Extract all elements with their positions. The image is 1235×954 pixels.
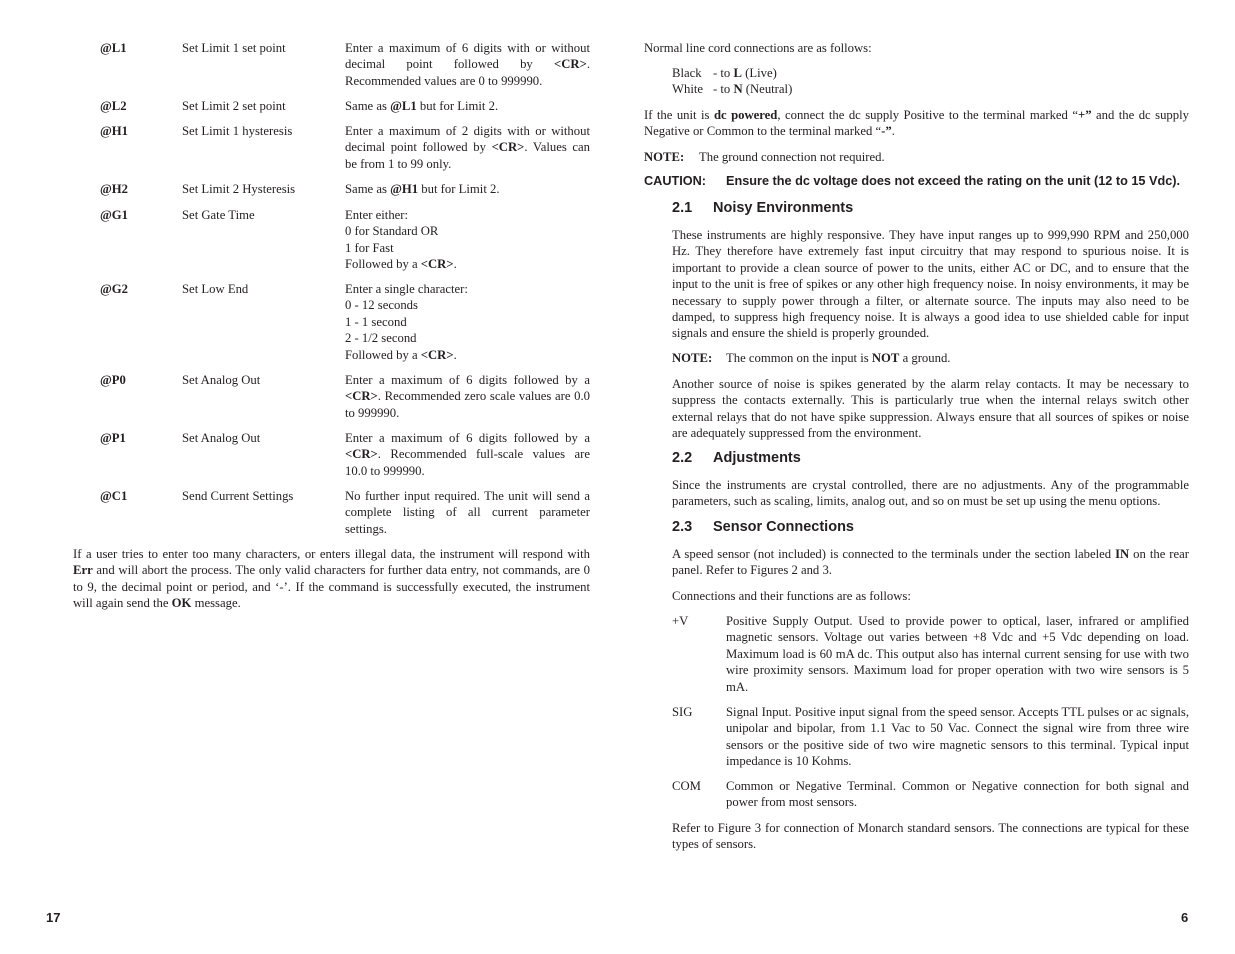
section-heading-sensor: 2.3 Sensor Connections [672, 519, 854, 535]
command-description: Set Gate Time [182, 208, 255, 222]
line-cord-intro: Normal line cord connections are as follows: [644, 41, 872, 55]
command-description: Set Limit 2 set point [182, 99, 286, 113]
section-heading-adjustments: 2.2 Adjustments [672, 450, 801, 466]
terminal-description: Signal Input. Positive input signal from the speed sensor. Accepts TTL pulses or ac signals, unipolar and bipolar, from 1.1 Vac to 50 Vac. Connect the signal wire from three wire sensors or the positive side of two wire magnetic sensors to this terminal. Typical input impedance is 10 Kohms. [726, 705, 1189, 769]
command-code: @G2 [100, 282, 129, 296]
command-code: @P0 [100, 373, 126, 387]
sensor-paragraph: A speed sensor (not included) is connected to the terminals under the section labeled IN on the rear panel. Refer to Figures 2 and 3. [672, 547, 1190, 578]
ground-note: NOTE: The ground connection not required. [644, 150, 885, 164]
command-description: Set Limit 1 set point [182, 41, 286, 55]
page-number-right: 6 [1181, 910, 1189, 925]
command-code: @C1 [100, 489, 128, 503]
common-note: NOTE: The common on the input is NOT a ground. [672, 351, 951, 365]
command-detail: Enter a single character: 0 - 12 seconds 1 - 1 second 2 - 1/2 second Followed by a <CR>. [345, 282, 468, 362]
terminal-description: Positive Supply Output. Used to provide power to optical, laser, infrared or amplified magnetic sensors. Voltage out varies between +8 Vdc and +5 Vdc depending on load. Maximum load is 60 mA dc. This output also has internal current sensing for use with two wire proximity sensors. Maximum load for proper operation with two wire sensors is 5 mA. [726, 614, 1189, 694]
line-cord-item: White - to N (Neutral) [672, 82, 793, 97]
closing-paragraph: If a user tries to enter too many characters, or enters illegal data, the instrument will respond with Err and will abort the process. The only valid characters for further data entry, not commands, are 0 to 9, the decimal point or period, and ‘-’. If the command is successfully executed, the instrument will again send the OK message. [73, 547, 590, 611]
command-detail: Enter a maximum of 6 digits with or without decimal point followed by <CR>. Recommended values are 0 to 999990. [345, 41, 590, 88]
page-number-left: 17 [46, 910, 61, 925]
connections-intro: Connections and their functions are as follows: [672, 589, 911, 603]
line-cord-list [672, 65, 792, 98]
command-description: Send Current Settings [182, 489, 294, 503]
command-detail: Enter either: 0 for Standard OR 1 for Fast Followed by a <CR>. [345, 208, 457, 272]
command-code: @P1 [100, 431, 126, 445]
command-description: Set Analog Out [182, 373, 261, 387]
terminal-term: COM [672, 779, 701, 793]
line-cord-item: Black - to L (Live) [672, 66, 777, 80]
terminal-description: Common or Negative Terminal. Common or Negative connection for both signal and power from most sensors. [726, 779, 1189, 810]
command-detail: Enter a maximum of 6 digits followed by a <CR>. Recommended zero scale values are 0.0 to 999990. [345, 373, 590, 420]
command-detail: Same as @L1 but for Limit 2. [345, 99, 499, 113]
command-code: @G1 [100, 208, 129, 222]
command-description: Set Analog Out [182, 431, 261, 445]
command-code: @L1 [100, 41, 127, 55]
command-detail: No further input required. The unit will send a complete listing of all current parameter settings. [345, 489, 590, 536]
command-description: Set Low End [182, 282, 249, 296]
adjustments-paragraph: Since the instruments are crystal controlled, there are no adjustments. Any of the programmable parameters, such as scaling, limits, analog out, and so on must be set up using the menu options. [672, 478, 1189, 509]
command-description: Set Limit 1 hysteresis [182, 124, 293, 138]
terminal-term: +V [672, 614, 689, 628]
command-code: @H1 [100, 124, 129, 138]
command-detail: Enter a maximum of 6 digits followed by a <CR>. Recommended full-scale values are 10.0 to 999990. [345, 431, 590, 478]
figure-reference-paragraph: Refer to Figure 3 for connection of Monarch standard sensors. The connections are typical for these types of sensors. [672, 821, 1189, 852]
terminal-term: SIG [672, 705, 693, 719]
dc-power-paragraph: If the unit is dc powered, connect the dc supply Positive to the terminal marked “+” and the dc supply Negative or Common to the terminal marked “-”. [644, 108, 1189, 139]
command-detail: Same as @H1 but for Limit 2. [345, 182, 500, 196]
command-description: Set Limit 2 Hysteresis [182, 182, 296, 196]
caution-note: CAUTION: Ensure the dc voltage does not exceed the rating on the unit (12 to 15 Vdc). [644, 174, 1181, 188]
command-code: @H2 [100, 182, 129, 196]
spikes-paragraph: Another source of noise is spikes generated by the alarm relay contacts. It may be necessary to suppress the contacts externally. This is particularly true when the internal relays switch other external relays that do not have spike suppression. Always ensure that all sources of spikes or noise are adequately suppressed from the environment. [672, 377, 1189, 441]
command-code: @L2 [100, 99, 127, 113]
section-heading-noisy: 2.1 Noisy Environments [672, 200, 854, 216]
noisy-paragraph: These instruments are highly responsive. They have input ranges up to 999,990 RPM and 250,000 Hz. They therefore have extremely fast input circuitry that may respond to spurious noise. It is important to provide a clean source of power to the units, either AC or DC, and to ensure that the input to the unit is free of spikes or any other high frequency noise. In noisy environments, it may be necessary to supply power through a filter, or alternate source. The inputs may also need to be damped, to suppress high frequency noise. It is always a good idea to use shielded cable for input signals and ensure the shield is properly grounded. [672, 228, 1189, 341]
command-detail: Enter a maximum of 2 digits with or without decimal point followed by <CR>. Values can be from 1 to 99 only. [345, 124, 590, 171]
